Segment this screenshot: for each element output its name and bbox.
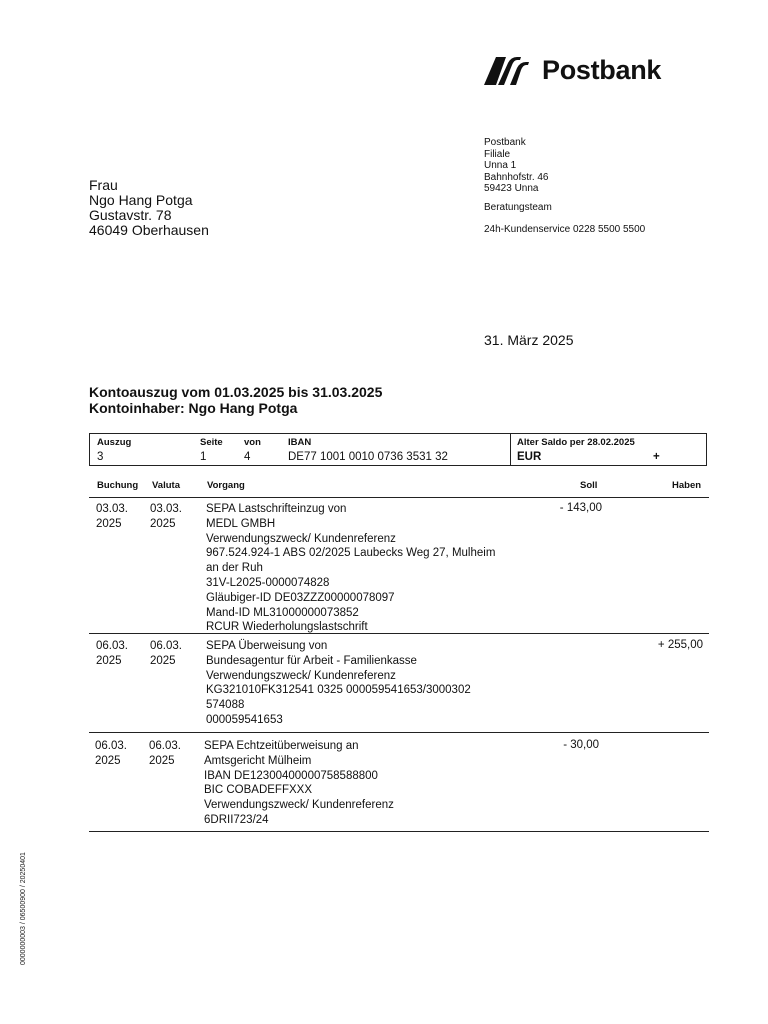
row1-valuta: [150, 502, 182, 532]
von-value: 4: [244, 451, 251, 463]
branch-line: Filiale: [484, 148, 511, 160]
vorgang-line: Amtsgericht Mülheim: [204, 754, 312, 767]
vorgang-line: 31V-L2025-0000074828: [206, 576, 330, 589]
vorgang-line: SEPA Überweisung von: [206, 640, 328, 652]
date-line: 06.03.: [95, 740, 127, 752]
recipient-line: Frau: [89, 177, 118, 193]
col-header-vorgang: Vorgang: [207, 480, 245, 491]
date-line: 06.03.: [149, 740, 181, 752]
row1-vorgang: [206, 502, 495, 635]
statement-title: Kontoauszug vom 01.03.2025 bis 31.03.2025: [89, 384, 383, 400]
recipient-line: 46049 Oberhausen: [89, 222, 209, 238]
date-line: 2025: [96, 517, 122, 530]
branch-service: 24h-Kundenservice 0228 5500 5500: [484, 224, 646, 235]
row2-valuta: [150, 639, 182, 669]
postbank-logo: [484, 54, 661, 86]
vorgang-line: 967.524.924-1 ABS 02/2025 Laubecks Weg 27, Mulheim: [206, 547, 496, 560]
branch-info: [484, 137, 645, 236]
vorgang-line: Verwendungszweck/ Kundenreferenz: [206, 532, 396, 545]
date-line: 2025: [95, 754, 121, 767]
row2-haben: + 255,00: [657, 639, 703, 651]
col-header-haben: Haben: [672, 480, 702, 491]
branch-line: Postbank: [484, 137, 526, 148]
recipient-line: Gustavstr. 78: [89, 207, 172, 223]
vorgang-line: Bundesagentur für Arbeit - Familienkasse: [206, 654, 417, 667]
col-header-valuta: Valuta: [152, 480, 180, 491]
postbank-logo-icon: [484, 55, 536, 85]
row1-soll: - 143,00: [559, 502, 602, 514]
branch-team: Beratungsteam: [484, 201, 552, 213]
branch-line: 59423 Unna: [484, 183, 539, 194]
vorgang-line: BIC COBADEFFXXX: [204, 784, 312, 797]
auszug-value: 3: [97, 451, 104, 463]
von-label: von: [244, 437, 261, 448]
recipient-line: Ngo Hang Potga: [89, 192, 193, 208]
statement-title-block: [89, 384, 382, 416]
saldo-label: Alter Saldo per 28.02.2025: [517, 437, 635, 448]
saldo-sign: +: [653, 451, 660, 463]
vorgang-line: 574088: [206, 699, 245, 712]
row3-soll: - 30,00: [563, 739, 599, 751]
row3-buchung: [95, 739, 127, 769]
statement-info-box: [89, 433, 707, 466]
auszug-label: Auszug: [97, 437, 132, 448]
currency-value: EUR: [517, 451, 542, 463]
table-header-rule: [89, 497, 709, 498]
col-header-soll: Soll: [580, 480, 598, 491]
vorgang-line: an der Ruh: [206, 562, 263, 575]
vorgang-line: IBAN DE12300400000758588800: [204, 769, 378, 782]
vorgang-line: SEPA Echtzeitüberweisung an: [204, 740, 359, 752]
row2-vorgang: [206, 639, 471, 728]
vorgang-line: Gläubiger-ID DE03ZZZ00000078097: [206, 591, 395, 604]
vorgang-line: 6DRII723/24: [204, 813, 269, 826]
vorgang-line: RCUR Wiederholungslastschrift: [206, 621, 368, 634]
vorgang-line: Verwendungszweck/ Kundenreferenz: [206, 669, 396, 682]
date-line: 2025: [96, 654, 122, 667]
vorgang-line: 000059541653: [206, 713, 283, 726]
vorgang-line: SEPA Lastschrifteinzug von: [206, 503, 347, 515]
col-header-buchung: Buchung: [97, 480, 139, 491]
info-box-divider: [510, 434, 511, 465]
date-line: 03.03.: [96, 503, 128, 515]
branch-line: Bahnhofstr. 46: [484, 171, 549, 183]
vorgang-line: Verwendungszweck/ Kundenreferenz: [204, 799, 394, 812]
date-line: 2025: [150, 654, 176, 667]
vorgang-line: Mand-ID ML31000000073852: [206, 606, 359, 619]
date-line: 06.03.: [96, 640, 128, 652]
recipient-address: [89, 178, 209, 238]
iban-label: IBAN: [288, 437, 312, 448]
side-document-code: 0000000003 / 06500900 / 20250401: [20, 852, 27, 965]
iban-value: DE77 1001 0010 0736 3531 32: [288, 451, 448, 463]
seite-value: 1: [200, 451, 207, 463]
vorgang-line: KG321010FK312541 0325 000059541653/3000302: [206, 684, 471, 697]
vorgang-line: MEDL GMBH: [206, 517, 276, 530]
postbank-logo-text: Postbank: [542, 54, 662, 85]
row3-valuta: [149, 739, 181, 769]
date-line: 03.03.: [150, 503, 182, 515]
row-separator: [89, 633, 709, 634]
row3-vorgang: [204, 739, 394, 828]
date-line: 2025: [150, 517, 176, 530]
date-line: 06.03.: [150, 640, 182, 652]
row1-buchung: [96, 502, 128, 532]
table-bottom-rule: [89, 831, 709, 832]
branch-line: Unna 1: [484, 160, 517, 171]
seite-label: Seite: [200, 437, 223, 448]
account-holder: Kontoinhaber: Ngo Hang Potga: [89, 400, 298, 416]
row-separator: [89, 732, 709, 733]
letter-date: 31. März 2025: [484, 332, 574, 348]
date-line: 2025: [149, 754, 175, 767]
row2-buchung: [96, 639, 128, 669]
